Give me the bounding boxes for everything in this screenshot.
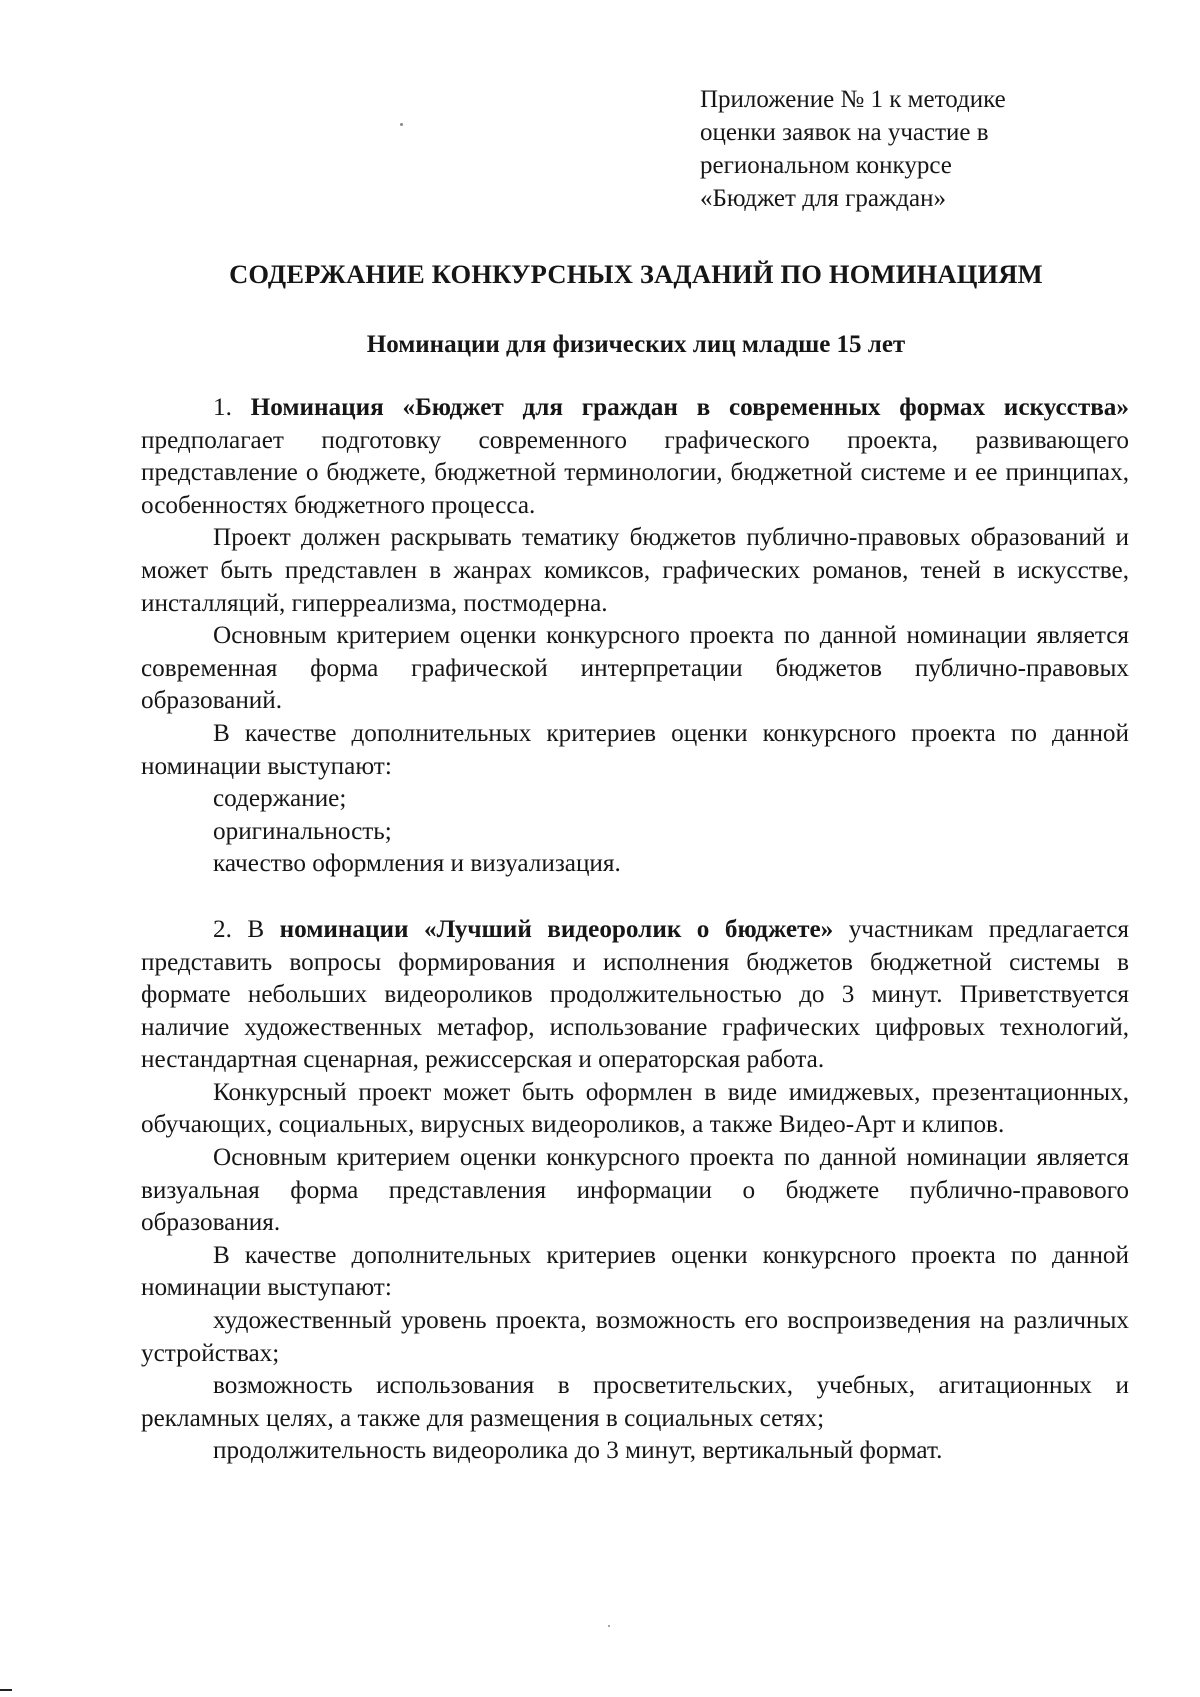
section1-paragraph-4: В качестве дополнительных критериев оценки конкурсного проекта по данной номинации выступают:: [141, 719, 1129, 780]
section1-paragraph-2: Проект должен раскрывать тематику бюджетов публично-правовых образований и может быть представлен в жанрах комиксов, графических романов, теней в искусстве, инсталляций, гиперреализма, постмодерна.: [141, 524, 1129, 617]
section1-criterion: качество оформления и визуализация.: [213, 850, 621, 878]
appendix-line: оценки заявок на участие в: [700, 119, 989, 146]
document-body: [141, 392, 1129, 1468]
section1-criterion: содержание;: [213, 785, 347, 813]
section-subtitle: Номинации для физических лиц младше 15 лет: [366, 331, 906, 358]
appendix-note: [700, 83, 1120, 215]
appendix-line: «Бюджет для граждан»: [700, 185, 946, 212]
section2-paragraph-3: Основным критерием оценки конкурсного проекта по данной номинации является визуальная форма представления информации о бюджете публично-правового образования.: [141, 1144, 1129, 1237]
section1-number: 1.: [213, 394, 251, 421]
section1-lead-paragraph: [141, 392, 1129, 522]
appendix-line: региональном конкурсе: [700, 152, 952, 179]
section2-paragraph-2: Конкурсный проект может быть оформлен в виде имиджевых, презентационных, обучающих, социальных, вирусных видеороликов, а также Видео-Арт и клипов.: [141, 1078, 1129, 1139]
section1-paragraph-3: Основным критерием оценки конкурсного проекта по данной номинации является современная форма графической интерпретации бюджетов публично-правовых образований.: [141, 622, 1129, 715]
document-title: СОДЕРЖАНИЕ КОНКУРСНЫХ ЗАДАНИЙ ПО НОМИНАЦИЯМ: [229, 259, 1043, 289]
section2-paragraph-4: В качестве дополнительных критериев оценки конкурсного проекта по данной номинации выступают:: [141, 1241, 1129, 1302]
section2-criterion: возможность использования в просветительских, учебных, агитационных и рекламных целях, а также для размещения в социальных сетях;: [141, 1372, 1129, 1432]
section2-number: 2. В: [213, 915, 280, 943]
section1-criterion: оригинальность;: [213, 817, 392, 845]
section1-lead-text: предполагает подготовку современного графического проекта, развивающего представление о бюджете, бюджетной терминологии, бюджетной системе и ее принципах, особенностях бюджетного процесса.: [141, 426, 1129, 519]
scan-speck: [608, 1625, 610, 1627]
scan-edge-mark: [0, 1689, 12, 1691]
section2-criterion: продолжительность видеоролика до 3 минут, вертикальный формат.: [213, 1437, 943, 1465]
section2-lead-paragraph: [141, 914, 1129, 1077]
section1-nomination-name: Номинация «Бюджет для граждан в современных формах искусства»: [250, 394, 1129, 421]
section2-criterion: художественный уровень проекта, возможность его воспроизведения на различных устройствах;: [141, 1307, 1129, 1367]
scan-speck: [400, 123, 403, 126]
section2-nomination-name: номинации «Лучший видеоролик о бюджете»: [279, 915, 834, 943]
appendix-line: Приложение № 1 к методике: [700, 86, 1006, 113]
section2-lead-text: участникам предлагается представить вопросы формирования и исполнения бюджетов бюджетной системы в формате небольших видеороликов продолжительностью до 3 минут. Приветствуется наличие художественных метафор, использование графических цифровых технологий, нестандартная сценарная, режиссерская и операторская работа.: [141, 915, 1129, 1074]
